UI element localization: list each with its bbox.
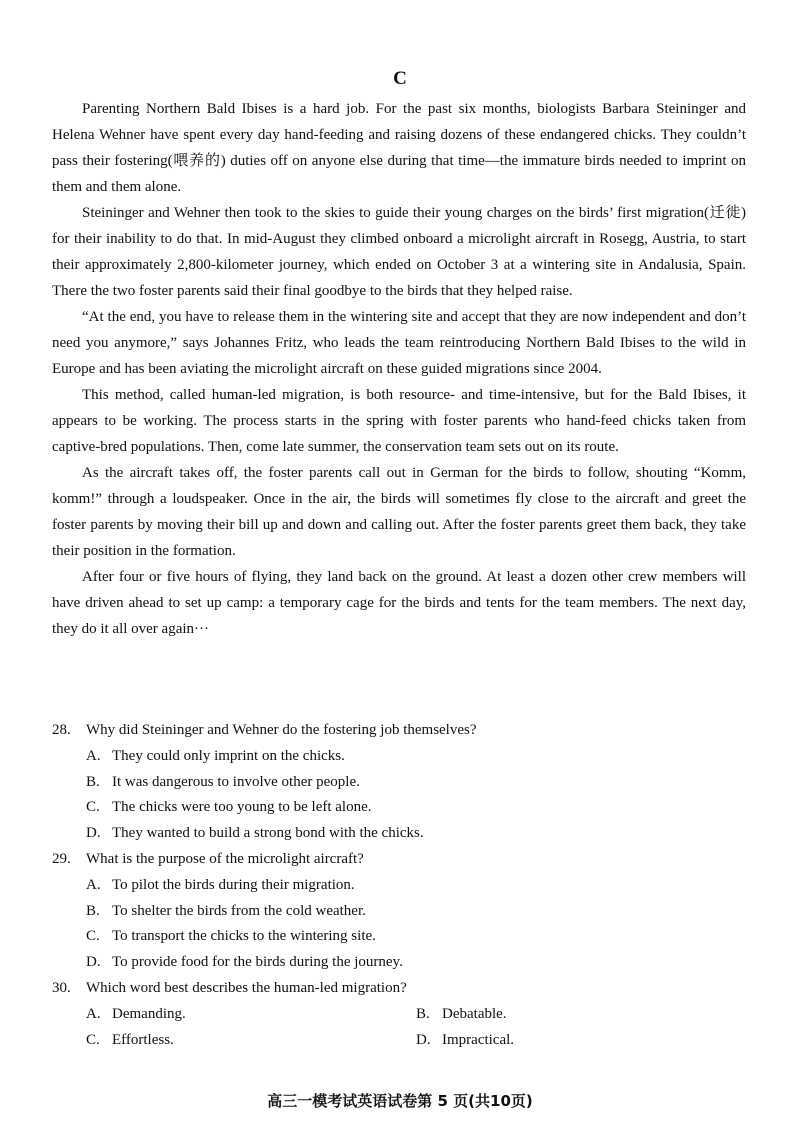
option-letter: D. xyxy=(86,954,101,971)
option-letter: C. xyxy=(86,928,100,945)
option-text: To transport the chicks to the wintering site. xyxy=(112,928,376,945)
question-number: 29. xyxy=(52,850,71,867)
question-30-option-c xyxy=(86,1028,416,1054)
question-30-option-b xyxy=(416,1002,746,1028)
option-letter: C. xyxy=(86,1031,100,1048)
question-number: 28. xyxy=(52,722,71,738)
question-29-option-d xyxy=(52,950,746,976)
option-letter: A. xyxy=(86,747,101,764)
question-list xyxy=(52,718,746,1053)
option-text: Demanding. xyxy=(112,1005,186,1022)
option-text: They wanted to build a strong bond with the chicks. xyxy=(112,825,424,842)
passage-paragraph: As the aircraft takes off, the foster parents call out in German for the birds to follow, shouting “Komm, komm!” through a loudspeaker. Once in the air, the birds will sometimes fly close to the aircraft and greet the foster parents by moving their bill up and down and calling out. After the foster parents greet them back, they take their position in the formation. xyxy=(52,465,746,559)
question-29-option-b xyxy=(52,899,746,925)
question-28-stem xyxy=(52,718,746,744)
option-letter: B. xyxy=(86,773,100,790)
passage-paragraph: This method, called human-led migration, is both resource- and time-intensive, but for the Bald Ibises, it appears to be working. The process starts in the spring with foster parents who hand-feed chicks taken from captive-bred populations. Then, come late summer, the conservation team sets out on its route. xyxy=(52,387,746,455)
question-text: Which word best describes the human-led migration? xyxy=(86,979,407,996)
option-text: To provide food for the birds during the journey. xyxy=(112,954,403,971)
section-heading: C xyxy=(393,68,407,89)
question-29-option-a xyxy=(52,873,746,899)
option-letter: B. xyxy=(416,1005,430,1022)
question-30-option-d xyxy=(416,1028,746,1054)
option-letter: D. xyxy=(416,1031,431,1048)
option-text: Effortless. xyxy=(112,1031,174,1048)
question-30-option-a xyxy=(86,1002,416,1028)
passage-paragraph: Parenting Northern Bald Ibises is a hard job. For the past six months, biologists Barbara Steininger and Helena Wehner have spent every day hand-feeding and raising dozens of these endangered chicks. They couldn’t pass their fostering(喂养的) duties off on anyone else during that time—the immature birds needed to imprint on them and them alone. xyxy=(52,101,746,195)
question-28-option-d xyxy=(52,821,746,847)
option-text: Debatable. xyxy=(442,1005,507,1022)
passage-paragraph: Steininger and Wehner then took to the skies to guide their young charges on the birds’ first migration(迁徙) for their inability to do that. In mid-August they climbed onboard a microlight aircraft in Rosegg, Austria, to start their approximately 2,800-kilometer journey, which ended on October 3 at a wintering site in Andalusia, Spain. There the two foster parents said their final goodbye to the birds that they helped raise. xyxy=(52,205,746,299)
passage-paragraph: After four or five hours of flying, they land back on the ground. At least a dozen other crew members will have driven ahead to set up camp: a temporary cage for the birds and tents for the team members. The next day, they do it all over again··· xyxy=(52,569,746,637)
question-30-stem xyxy=(52,976,746,1002)
option-text: They could only imprint on the chicks. xyxy=(112,747,345,764)
question-29-option-c xyxy=(52,924,746,950)
question-text: Why did Steininger and Wehner do the fostering job themselves? xyxy=(86,722,477,738)
question-28-option-c xyxy=(52,795,746,821)
question-28-option-a xyxy=(52,744,746,770)
option-letter: A. xyxy=(86,876,101,893)
option-text: To shelter the birds from the cold weather. xyxy=(112,902,366,919)
option-letter: D. xyxy=(86,825,101,842)
option-letter: B. xyxy=(86,902,100,919)
page-footer: 高三一模考试英语试卷第 5 页(共10页) xyxy=(267,1092,533,1110)
question-29-stem xyxy=(52,847,746,873)
question-28-option-b xyxy=(52,770,746,796)
question-30-options xyxy=(52,1002,746,1054)
option-letter: C. xyxy=(86,799,100,816)
reading-passage xyxy=(52,96,746,642)
question-number: 30. xyxy=(52,979,71,996)
passage-paragraph: “At the end, you have to release them in the wintering site and accept that they are now independent and don’t need you anymore,” says Johannes Fritz, who leads the team reintroducing Northern Bald Ibises to the wild in Europe and has been aviating the microlight aircraft on these guided migrations since 2004. xyxy=(52,309,746,377)
option-text: It was dangerous to involve other people. xyxy=(112,773,360,790)
option-text: Impractical. xyxy=(442,1031,515,1048)
option-text: To pilot the birds during their migration. xyxy=(112,876,355,893)
option-letter: A. xyxy=(86,1005,101,1022)
option-text: The chicks were too young to be left alone. xyxy=(112,799,372,816)
question-text: What is the purpose of the microlight aircraft? xyxy=(86,850,364,867)
